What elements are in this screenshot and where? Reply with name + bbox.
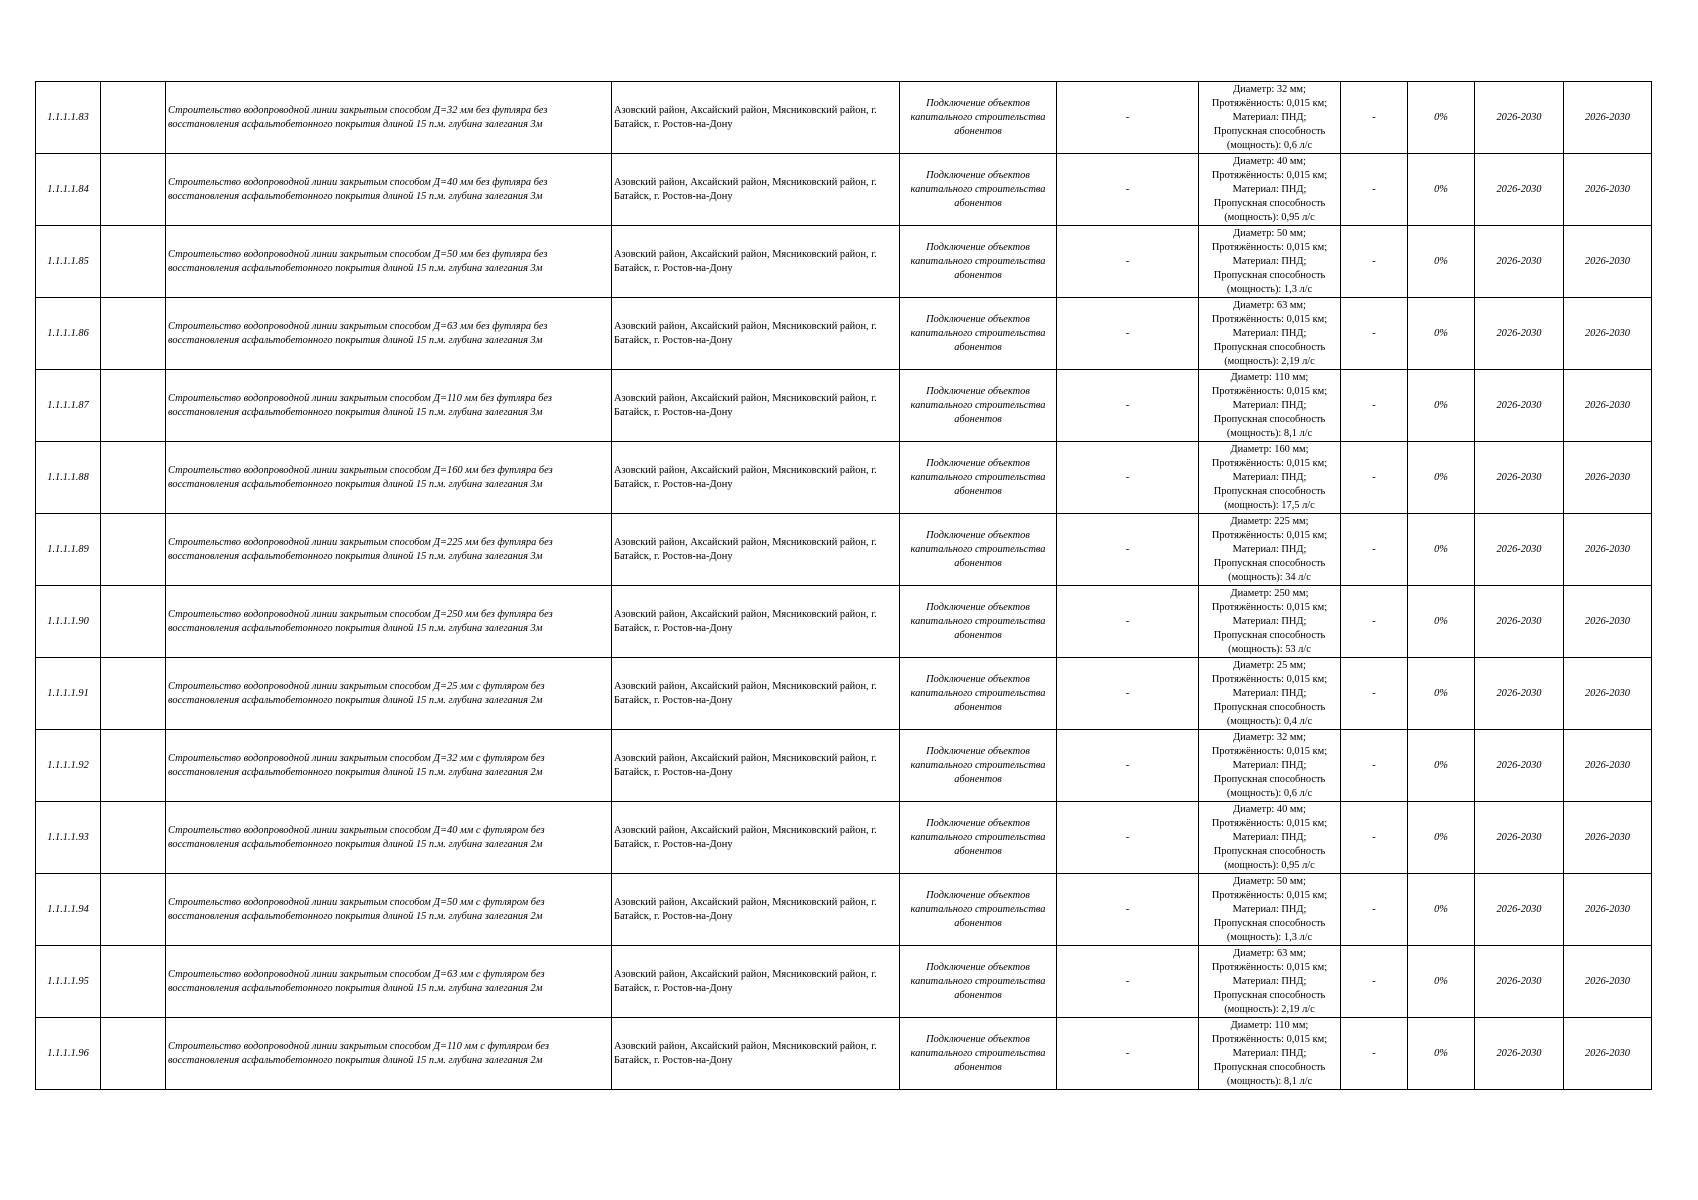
dash-cell: - [1341,1018,1408,1090]
capacity-value-line: (мощность): 0,95 л/с [1224,859,1315,871]
capacity-value-line: (мощность): 53 л/с [1228,643,1311,655]
percent-cell: 0% [1408,946,1475,1018]
diameter-line: Диаметр: 32 мм; [1233,731,1306,743]
dash-cell: - [1057,514,1199,586]
work-description-cell: Строительство водопроводной линии закрытым способом Д=63 мм с футляром без восстановления асфальтобетонного покрытия длиной 15 п.м. глубина залегания 2м [166,946,612,1018]
technical-parameters-cell [1199,586,1341,658]
work-description-cell: Строительство водопроводной линии закрытым способом Д=110 мм с футляром без восстановления асфальтобетонного покрытия длиной 15 п.м. глубина залегания 2м [166,1018,612,1090]
material-line: Материал: ПНД; [1232,687,1307,699]
table-row [36,730,1652,802]
location-cell: Азовский район, Аксайский район, Мясниковский район, г. Батайск, г. Ростов-на-Дону [612,730,900,802]
capacity-value-line: (мощность): 17,5 л/с [1224,499,1315,511]
item-number-cell: 1.1.1.1.87 [36,370,101,442]
technical-parameters-cell [1199,730,1341,802]
table-body [36,82,1652,1090]
item-number-cell: 1.1.1.1.92 [36,730,101,802]
capacity-label-line: Пропускная способность [1213,125,1326,137]
technical-parameters-cell [1199,874,1341,946]
technical-parameters-cell [1199,514,1341,586]
table-row [36,226,1652,298]
location-cell: Азовский район, Аксайский район, Мясниковский район, г. Батайск, г. Ростов-на-Дону [612,658,900,730]
empty-cell [101,370,166,442]
percent-cell: 0% [1408,154,1475,226]
diameter-line: Диаметр: 32 мм; [1233,83,1306,95]
work-description-cell: Строительство водопроводной линии закрытым способом Д=40 мм без футляра без восстановления асфальтобетонного покрытия длиной 15 п.м. глубина залегания 3м [166,154,612,226]
dash-cell: - [1341,154,1408,226]
length-line: Протяжённость: 0,015 км; [1211,97,1328,109]
table-row [36,298,1652,370]
capacity-value-line: (мощность): 1,3 л/с [1226,283,1313,295]
dash-cell: - [1057,154,1199,226]
technical-parameters-cell [1199,154,1341,226]
percent-cell: 0% [1408,586,1475,658]
table-row [36,586,1652,658]
work-description-cell: Строительство водопроводной линии закрытым способом Д=25 мм с футляром без восстановления асфальтобетонного покрытия длиной 15 п.м. глубина залегания 2м [166,658,612,730]
percent-cell: 0% [1408,730,1475,802]
length-line: Протяжённость: 0,015 км; [1211,601,1328,613]
dash-cell: - [1341,298,1408,370]
dash-cell: - [1341,82,1408,154]
purpose-cell: Подключение объектов капитального строительства абонентов [900,298,1057,370]
location-cell: Азовский район, Аксайский район, Мясниковский район, г. Батайск, г. Ростов-на-Дону [612,82,900,154]
start-period-cell: 2026-2030 [1475,946,1564,1018]
capacity-value-line: (мощность): 8,1 л/с [1226,427,1313,439]
item-number-cell: 1.1.1.1.96 [36,1018,101,1090]
capacity-value-line: (мощность): 0,4 л/с [1226,715,1313,727]
item-number-cell: 1.1.1.1.84 [36,154,101,226]
end-period-cell: 2026-2030 [1564,514,1652,586]
dash-cell: - [1341,802,1408,874]
capacity-label-line: Пропускная способность [1213,917,1326,929]
empty-cell [101,154,166,226]
empty-cell [101,514,166,586]
length-line: Протяжённость: 0,015 км; [1211,241,1328,253]
empty-cell [101,442,166,514]
percent-cell: 0% [1408,370,1475,442]
dash-cell: - [1341,514,1408,586]
capacity-label-line: Пропускная способность [1213,773,1326,785]
capacity-label-line: Пропускная способность [1213,269,1326,281]
purpose-cell: Подключение объектов капитального строительства абонентов [900,658,1057,730]
start-period-cell: 2026-2030 [1475,1018,1564,1090]
length-line: Протяжённость: 0,015 км; [1211,673,1328,685]
technical-parameters-cell [1199,370,1341,442]
material-line: Материал: ПНД; [1232,975,1307,987]
percent-cell: 0% [1408,298,1475,370]
empty-cell [101,298,166,370]
start-period-cell: 2026-2030 [1475,730,1564,802]
location-cell: Азовский район, Аксайский район, Мясниковский район, г. Батайск, г. Ростов-на-Дону [612,514,900,586]
material-line: Материал: ПНД; [1232,543,1307,555]
table-row [36,370,1652,442]
item-number-cell: 1.1.1.1.94 [36,874,101,946]
purpose-cell: Подключение объектов капитального строительства абонентов [900,370,1057,442]
capacity-label-line: Пропускная способность [1213,701,1326,713]
empty-cell [101,82,166,154]
location-cell: Азовский район, Аксайский район, Мясниковский район, г. Батайск, г. Ростов-на-Дону [612,298,900,370]
start-period-cell: 2026-2030 [1475,874,1564,946]
technical-parameters-cell [1199,82,1341,154]
length-line: Протяжённость: 0,015 км; [1211,457,1328,469]
work-description-cell: Строительство водопроводной линии закрытым способом Д=63 мм без футляра без восстановления асфальтобетонного покрытия длиной 15 п.м. глубина залегания 3м [166,298,612,370]
capacity-label-line: Пропускная способность [1213,989,1326,1001]
purpose-cell: Подключение объектов капитального строительства абонентов [900,154,1057,226]
dash-cell: - [1057,730,1199,802]
material-line: Материал: ПНД; [1232,759,1307,771]
start-period-cell: 2026-2030 [1475,586,1564,658]
material-line: Материал: ПНД; [1232,903,1307,915]
length-line: Протяжённость: 0,015 км; [1211,313,1328,325]
percent-cell: 0% [1408,874,1475,946]
document-sheet [35,81,1652,1090]
technical-parameters-cell [1199,658,1341,730]
empty-cell [101,874,166,946]
table-row [36,514,1652,586]
work-description-cell: Строительство водопроводной линии закрытым способом Д=50 мм без футляра без восстановления асфальтобетонного покрытия длиной 15 п.м. глубина залегания 3м [166,226,612,298]
material-line: Материал: ПНД; [1232,183,1307,195]
capacity-label-line: Пропускная способность [1213,557,1326,569]
material-line: Материал: ПНД; [1232,615,1307,627]
item-number-cell: 1.1.1.1.86 [36,298,101,370]
end-period-cell: 2026-2030 [1564,658,1652,730]
dash-cell: - [1341,226,1408,298]
start-period-cell: 2026-2030 [1475,514,1564,586]
location-cell: Азовский район, Аксайский район, Мясниковский район, г. Батайск, г. Ростов-на-Дону [612,154,900,226]
diameter-line: Диаметр: 63 мм; [1233,947,1306,959]
capacity-label-line: Пропускная способность [1213,1061,1326,1073]
capacity-value-line: (мощность): 1,3 л/с [1226,931,1313,943]
diameter-line: Диаметр: 50 мм; [1233,875,1306,887]
dash-cell: - [1057,298,1199,370]
technical-parameters-cell [1199,442,1341,514]
end-period-cell: 2026-2030 [1564,802,1652,874]
end-period-cell: 2026-2030 [1564,1018,1652,1090]
purpose-cell: Подключение объектов капитального строительства абонентов [900,442,1057,514]
table-row [36,82,1652,154]
location-cell: Азовский район, Аксайский район, Мясниковский район, г. Батайск, г. Ростов-на-Дону [612,946,900,1018]
dash-cell: - [1341,730,1408,802]
location-cell: Азовский район, Аксайский район, Мясниковский район, г. Батайск, г. Ростов-на-Дону [612,442,900,514]
start-period-cell: 2026-2030 [1475,154,1564,226]
empty-cell [101,730,166,802]
capacity-value-line: (мощность): 0,6 л/с [1226,139,1313,151]
investment-program-table [35,81,1652,1090]
work-description-cell: Строительство водопроводной линии закрытым способом Д=160 мм без футляра без восстановления асфальтобетонного покрытия длиной 15 п.м. глубина залегания 3м [166,442,612,514]
dash-cell: - [1341,658,1408,730]
technical-parameters-cell [1199,802,1341,874]
diameter-line: Диаметр: 110 мм; [1230,1019,1309,1031]
table-row [36,658,1652,730]
dash-cell: - [1057,370,1199,442]
diameter-line: Диаметр: 40 мм; [1233,803,1306,815]
location-cell: Азовский район, Аксайский район, Мясниковский район, г. Батайск, г. Ростов-на-Дону [612,802,900,874]
dash-cell: - [1341,586,1408,658]
end-period-cell: 2026-2030 [1564,442,1652,514]
material-line: Материал: ПНД; [1232,111,1307,123]
item-number-cell: 1.1.1.1.91 [36,658,101,730]
length-line: Протяжённость: 0,015 км; [1211,169,1328,181]
item-number-cell: 1.1.1.1.95 [36,946,101,1018]
start-period-cell: 2026-2030 [1475,82,1564,154]
location-cell: Азовский район, Аксайский район, Мясниковский район, г. Батайск, г. Ростов-на-Дону [612,226,900,298]
empty-cell [101,946,166,1018]
item-number-cell: 1.1.1.1.88 [36,442,101,514]
material-line: Материал: ПНД; [1232,1047,1307,1059]
diameter-line: Диаметр: 40 мм; [1233,155,1306,167]
location-cell: Азовский район, Аксайский район, Мясниковский район, г. Батайск, г. Ростов-на-Дону [612,1018,900,1090]
purpose-cell: Подключение объектов капитального строительства абонентов [900,82,1057,154]
material-line: Материал: ПНД; [1232,255,1307,267]
end-period-cell: 2026-2030 [1564,298,1652,370]
start-period-cell: 2026-2030 [1475,226,1564,298]
diameter-line: Диаметр: 50 мм; [1233,227,1306,239]
end-period-cell: 2026-2030 [1564,874,1652,946]
dash-cell: - [1341,946,1408,1018]
capacity-label-line: Пропускная способность [1213,197,1326,209]
diameter-line: Диаметр: 225 мм; [1230,515,1309,527]
length-line: Протяжённость: 0,015 км; [1211,961,1328,973]
dash-cell: - [1341,442,1408,514]
dash-cell: - [1057,82,1199,154]
start-period-cell: 2026-2030 [1475,658,1564,730]
diameter-line: Диаметр: 63 мм; [1233,299,1306,311]
dash-cell: - [1341,370,1408,442]
diameter-line: Диаметр: 110 мм; [1230,371,1309,383]
dash-cell: - [1057,874,1199,946]
work-description-cell: Строительство водопроводной линии закрытым способом Д=32 мм без футляра без восстановления асфальтобетонного покрытия длиной 15 п.м. глубина залегания 3м [166,82,612,154]
capacity-value-line: (мощность): 2,19 л/с [1224,1003,1315,1015]
item-number-cell: 1.1.1.1.83 [36,82,101,154]
location-cell: Азовский район, Аксайский район, Мясниковский район, г. Батайск, г. Ростов-на-Дону [612,874,900,946]
length-line: Протяжённость: 0,015 км; [1211,889,1328,901]
capacity-value-line: (мощность): 0,95 л/с [1224,211,1315,223]
capacity-label-line: Пропускная способность [1213,341,1326,353]
purpose-cell: Подключение объектов капитального строительства абонентов [900,586,1057,658]
work-description-cell: Строительство водопроводной линии закрытым способом Д=250 мм без футляра без восстановления асфальтобетонного покрытия длиной 15 п.м. глубина залегания 3м [166,586,612,658]
dash-cell: - [1057,1018,1199,1090]
technical-parameters-cell [1199,226,1341,298]
capacity-label-line: Пропускная способность [1213,413,1326,425]
capacity-label-line: Пропускная способность [1213,845,1326,857]
technical-parameters-cell [1199,1018,1341,1090]
capacity-value-line: (мощность): 34 л/с [1228,571,1311,583]
start-period-cell: 2026-2030 [1475,370,1564,442]
work-description-cell: Строительство водопроводной линии закрытым способом Д=110 мм без футляра без восстановления асфальтобетонного покрытия длиной 15 п.м. глубина залегания 3м [166,370,612,442]
end-period-cell: 2026-2030 [1564,82,1652,154]
dash-cell: - [1057,226,1199,298]
diameter-line: Диаметр: 160 мм; [1230,443,1309,455]
dash-cell: - [1341,874,1408,946]
table-row [36,874,1652,946]
dash-cell: - [1057,802,1199,874]
diameter-line: Диаметр: 250 мм; [1230,587,1309,599]
length-line: Протяжённость: 0,015 км; [1211,817,1328,829]
empty-cell [101,1018,166,1090]
percent-cell: 0% [1408,82,1475,154]
purpose-cell: Подключение объектов капитального строительства абонентов [900,226,1057,298]
table-row [36,1018,1652,1090]
end-period-cell: 2026-2030 [1564,226,1652,298]
length-line: Протяжённость: 0,015 км; [1211,385,1328,397]
purpose-cell: Подключение объектов капитального строительства абонентов [900,514,1057,586]
capacity-value-line: (мощность): 0,6 л/с [1226,787,1313,799]
material-line: Материал: ПНД; [1232,471,1307,483]
capacity-label-line: Пропускная способность [1213,629,1326,641]
item-number-cell: 1.1.1.1.90 [36,586,101,658]
percent-cell: 0% [1408,1018,1475,1090]
table-row [36,154,1652,226]
dash-cell: - [1057,946,1199,1018]
start-period-cell: 2026-2030 [1475,442,1564,514]
table-row [36,946,1652,1018]
capacity-value-line: (мощность): 2,19 л/с [1224,355,1315,367]
location-cell: Азовский район, Аксайский район, Мясниковский район, г. Батайск, г. Ростов-на-Дону [612,586,900,658]
length-line: Протяжённость: 0,015 км; [1211,529,1328,541]
item-number-cell: 1.1.1.1.93 [36,802,101,874]
start-period-cell: 2026-2030 [1475,802,1564,874]
empty-cell [101,586,166,658]
percent-cell: 0% [1408,514,1475,586]
percent-cell: 0% [1408,226,1475,298]
work-description-cell: Строительство водопроводной линии закрытым способом Д=40 мм с футляром без восстановления асфальтобетонного покрытия длиной 15 п.м. глубина залегания 2м [166,802,612,874]
work-description-cell: Строительство водопроводной линии закрытым способом Д=225 мм без футляра без восстановления асфальтобетонного покрытия длиной 15 п.м. глубина залегания 3м [166,514,612,586]
empty-cell [101,226,166,298]
empty-cell [101,802,166,874]
capacity-label-line: Пропускная способность [1213,485,1326,497]
end-period-cell: 2026-2030 [1564,154,1652,226]
purpose-cell: Подключение объектов капитального строительства абонентов [900,1018,1057,1090]
purpose-cell: Подключение объектов капитального строительства абонентов [900,946,1057,1018]
end-period-cell: 2026-2030 [1564,586,1652,658]
item-number-cell: 1.1.1.1.85 [36,226,101,298]
technical-parameters-cell [1199,298,1341,370]
end-period-cell: 2026-2030 [1564,946,1652,1018]
length-line: Протяжённость: 0,015 км; [1211,745,1328,757]
capacity-value-line: (мощность): 8,1 л/с [1226,1075,1313,1087]
location-cell: Азовский район, Аксайский район, Мясниковский район, г. Батайск, г. Ростов-на-Дону [612,370,900,442]
purpose-cell: Подключение объектов капитального строительства абонентов [900,730,1057,802]
percent-cell: 0% [1408,442,1475,514]
percent-cell: 0% [1408,802,1475,874]
start-period-cell: 2026-2030 [1475,298,1564,370]
dash-cell: - [1057,658,1199,730]
length-line: Протяжённость: 0,015 км; [1211,1033,1328,1045]
percent-cell: 0% [1408,658,1475,730]
purpose-cell: Подключение объектов капитального строительства абонентов [900,874,1057,946]
work-description-cell: Строительство водопроводной линии закрытым способом Д=50 мм с футляром без восстановления асфальтобетонного покрытия длиной 15 п.м. глубина залегания 2м [166,874,612,946]
purpose-cell: Подключение объектов капитального строительства абонентов [900,802,1057,874]
technical-parameters-cell [1199,946,1341,1018]
table-row [36,802,1652,874]
item-number-cell: 1.1.1.1.89 [36,514,101,586]
empty-cell [101,658,166,730]
material-line: Материал: ПНД; [1232,831,1307,843]
dash-cell: - [1057,442,1199,514]
material-line: Материал: ПНД; [1232,399,1307,411]
work-description-cell: Строительство водопроводной линии закрытым способом Д=32 мм с футляром без восстановления асфальтобетонного покрытия длиной 15 п.м. глубина залегания 2м [166,730,612,802]
table-row [36,442,1652,514]
end-period-cell: 2026-2030 [1564,370,1652,442]
end-period-cell: 2026-2030 [1564,730,1652,802]
diameter-line: Диаметр: 25 мм; [1233,659,1306,671]
dash-cell: - [1057,586,1199,658]
material-line: Материал: ПНД; [1232,327,1307,339]
